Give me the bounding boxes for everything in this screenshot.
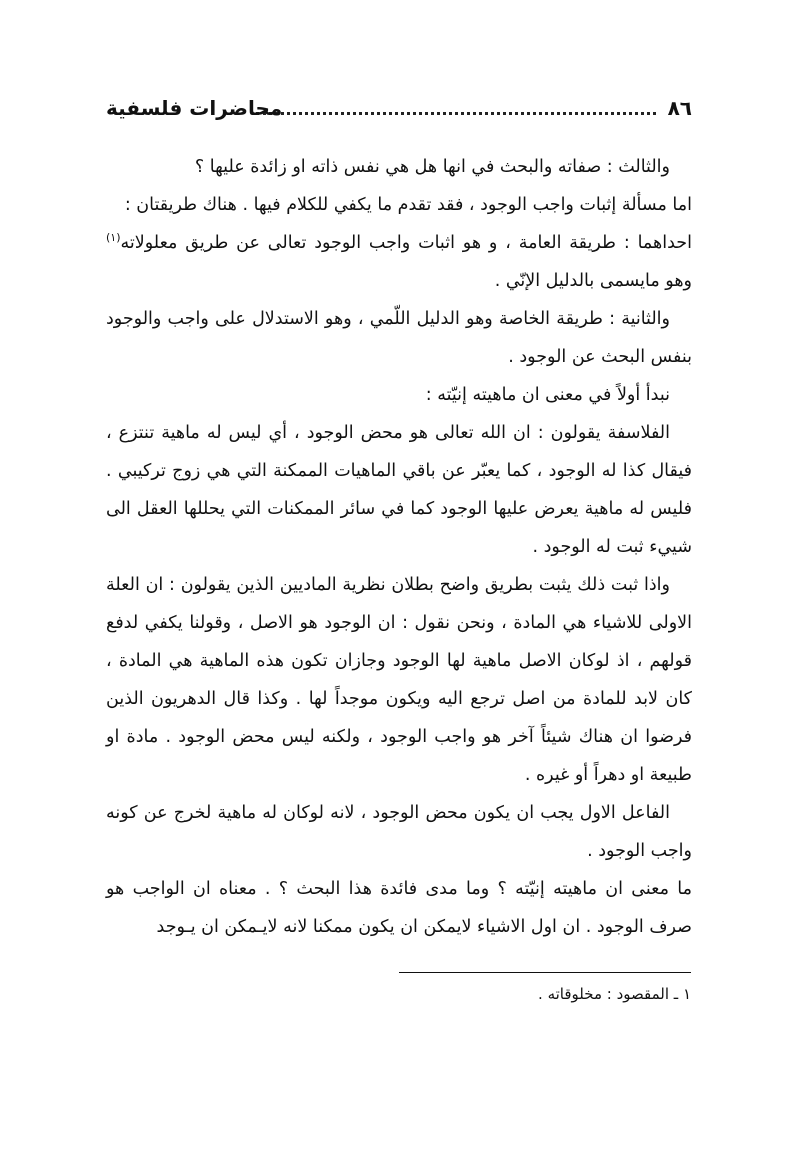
paragraph-text: وهو مايسمى بالدليل الإنّي .: [494, 271, 692, 291]
paragraph: [106, 224, 692, 300]
book-title: محاضرات فلسفية: [106, 96, 283, 120]
paragraph-text: احداهما : طريقة العامة ، و هو اثبات واجب الوجود تعالى عن طريق معلولاته: [120, 233, 692, 253]
paragraph: نبدأ أولاً في معنى ان ماهيته إنيّته :: [425, 385, 670, 405]
header-dot-leader: [256, 112, 656, 115]
running-header: [106, 96, 692, 130]
paragraph: الفاعل الاول يجب ان يكون محض الوجود ، لانه لوكان له ماهية لخرج عن كونه واجب الوجود .: [106, 803, 692, 861]
paragraph: واذا ثبت ذلك يثبت بطريق واضح بطلان نظرية الماديين الذين يقولون : ان العلة الاولى للاشياء هي المادة ، ونحن نقول : ان الوجود هو الاصل ، وقولنا يكفي لدفع قولهم ، اذ لوكان الاصل ماهية لها الوجود وجازان تكون هذه الماهية هي المادة ، كان لابد للمادة من اصل ترجع اليه ويكون موجداً لها . وكذا قال الدهريون الذين فرضوا ان هناك شيئاً آخر هو واجب الوجود ، ولكنه ليس محض الوجود . مادة او طبيعة او دهراً أو غيره .: [106, 575, 692, 785]
paragraph: اما مسألة إثبات واجب الوجود ، فقد تقدم ما يكفي للكلام فيها . هناك طريقتان :: [124, 195, 692, 215]
paragraph: والثانية : طريقة الخاصة وهو الدليل اللّمي ، وهو الاستدلال على واجب والوجود بنفس البحث عن الوجود .: [106, 309, 692, 367]
footnote: ١ ـ المقصود : مخلوقاته .: [538, 985, 691, 1003]
paragraph: ما معنى ان ماهيته إنيّته ؟ وما مدى فائدة هذا البحث ؟ . معناه ان الواجب هو صرف الوجود . ان اول الاشياء لايمكن ان يكون ممكنا لانه لايـمكن ان يـوجد: [106, 879, 692, 937]
body-text: [106, 148, 692, 946]
paragraph: والثالث : صفاته والبحث في انها هل هي نفس ذاته او زائدة عليها ؟: [194, 157, 670, 177]
footnote-marker: (١): [106, 231, 121, 245]
footnote-divider: [399, 972, 691, 973]
page-number: ٨٦: [667, 96, 692, 120]
paragraph: الفلاسفة يقولون : ان الله تعالى هو محض الوجود ، أي ليس له ماهية تنتزع ، فيقال كذا له الوجود ، كما يعبّر عن باقي الماهيات الممكنة التي هي زوج تركيبي . فليس له ماهية يعرض عليها الوجود كما في سائر الممكنات التي يحللها العقل الى شييء ثبت له الوجود .: [106, 423, 692, 557]
